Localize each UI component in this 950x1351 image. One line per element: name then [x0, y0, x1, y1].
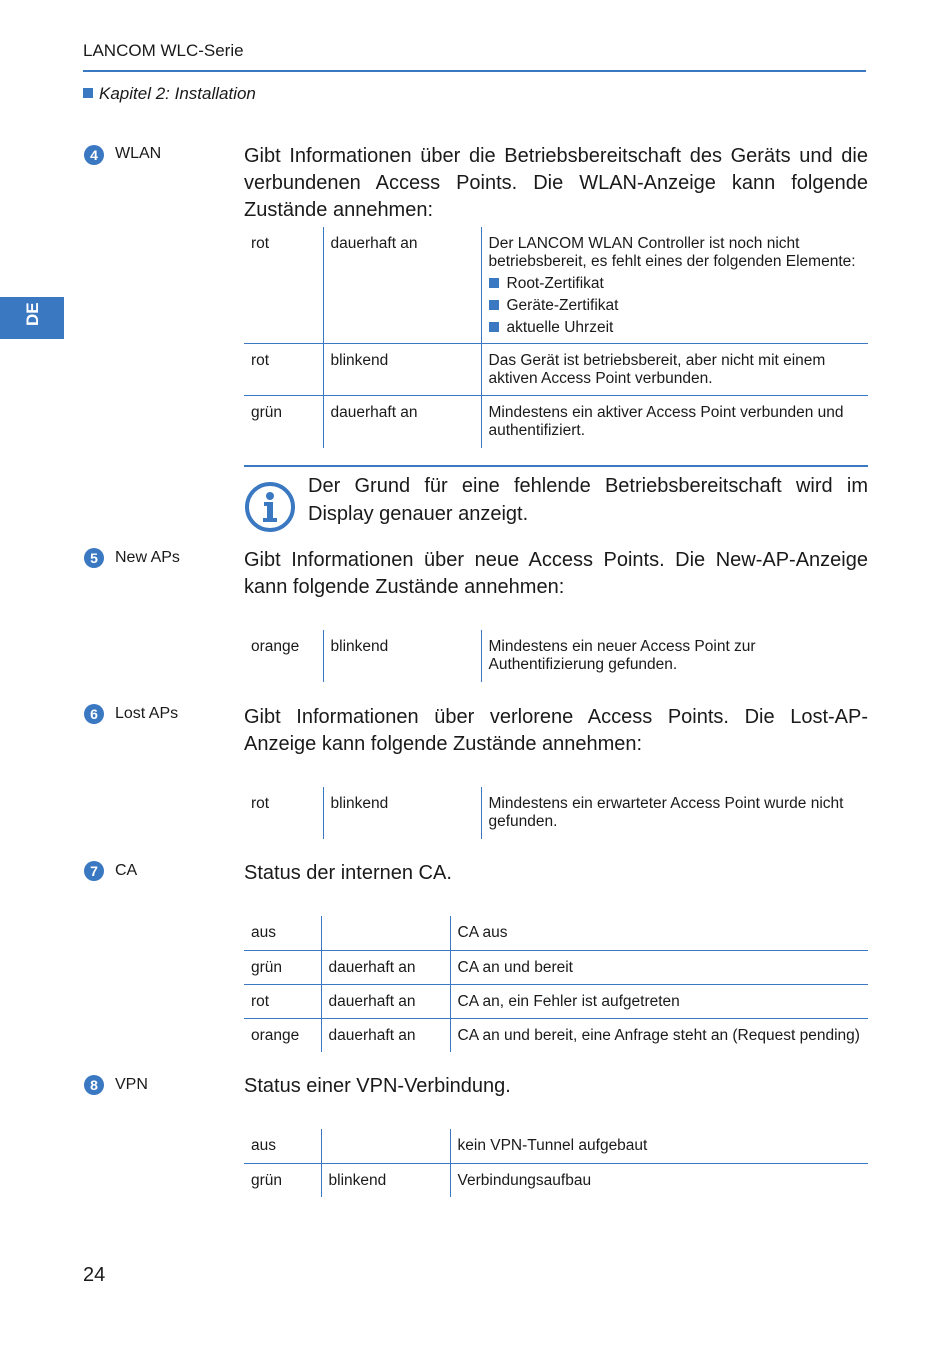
header-divider: [83, 70, 866, 72]
led-state: [321, 916, 450, 950]
table-row: [244, 1163, 868, 1197]
state-description: CA aus: [450, 916, 868, 950]
state-description: kein VPN-Tunnel aufgebaut: [450, 1129, 868, 1163]
square-bullet-icon: [83, 88, 93, 98]
state-description: Mindestens ein erwarteter Access Point wurde nicht gefunden.: [481, 787, 868, 839]
led-color: rot: [251, 795, 270, 812]
table-row: [244, 396, 868, 448]
led-state: dauerhaft an: [321, 984, 450, 1018]
led-color: rot: [251, 235, 270, 252]
led-state: dauerhaft an: [321, 1018, 450, 1052]
section-text-wlan: Gibt Informationen über die Betriebsbereitschaft des Geräts und die verbundenen Access Points. Die WLAN-Anzeige kann folgende Zustände annehmen:: [244, 145, 868, 221]
language-tab: [0, 297, 64, 339]
led-color: grün: [244, 396, 323, 448]
header-title: LANCOM WLC-Serie: [83, 41, 244, 60]
state-description: Das Gerät ist betriebsbereit, aber nicht mit einem aktiven Access Point verbunden.: [481, 344, 868, 396]
section-text-new-aps: Gibt Informationen über neue Access Points. Die New-AP-Anzeige kann folgende Zustände annehmen:: [244, 549, 868, 598]
missing-elements-list: [489, 275, 863, 337]
table-row: [244, 916, 868, 950]
lost-aps-state-table: [244, 787, 868, 839]
led-color: grün: [244, 950, 321, 984]
note-divider: [244, 465, 868, 467]
table-row: [244, 630, 868, 682]
led-color: orange: [244, 1018, 321, 1052]
section-number-lost-aps: 6: [84, 704, 104, 724]
state-description: Verbindungsaufbau: [450, 1163, 868, 1197]
note-text: Der Grund für eine fehlende Betriebsbereitschaft wird im Display genauer anzeigt.: [308, 475, 868, 525]
section-text-lost-aps: Gibt Informationen über verlorene Access Points. Die Lost-AP-Anzeige kann folgende Zustände annehmen:: [244, 706, 868, 755]
list-item: Root-Zertifikat: [489, 275, 863, 293]
led-state: [321, 1129, 450, 1163]
section-number-new-aps: 5: [84, 548, 104, 568]
led-state: blinkend: [321, 1163, 450, 1197]
page-number: 24: [83, 1264, 106, 1286]
led-color: rot: [244, 344, 323, 396]
section-number-ca: 7: [84, 861, 104, 881]
table-row: [244, 984, 868, 1018]
led-color: orange: [251, 638, 300, 655]
state-description: Mindestens ein aktiver Access Point verbunden und authentifiziert.: [481, 396, 868, 448]
section-number-wlan: 4: [84, 145, 104, 165]
section-label-lost-aps: Lost APs: [115, 705, 179, 722]
state-description: [481, 227, 868, 344]
led-state: blinkend: [323, 344, 481, 396]
table-row: [244, 787, 868, 839]
description-text: Der LANCOM WLAN Controller ist noch nicht betriebsbereit, es fehlt eines der folgenden Elemente:: [488, 235, 856, 270]
section-text-ca: Status der internen CA.: [244, 862, 452, 884]
info-icon: [244, 481, 296, 538]
led-state: blinkend: [323, 787, 481, 839]
led-state: dauerhaft an: [323, 396, 481, 448]
table-row: [244, 1018, 868, 1052]
list-item: aktuelle Uhrzeit: [489, 319, 863, 337]
list-item: Geräte-Zertifikat: [489, 297, 863, 315]
section-text-vpn: Status einer VPN-Verbindung.: [244, 1075, 511, 1097]
language-tab-label: DE: [23, 302, 42, 326]
led-color: rot: [244, 984, 321, 1018]
led-state: dauerhaft an: [323, 227, 481, 344]
led-color: aus: [251, 924, 276, 941]
state-description: Mindestens ein neuer Access Point zur Authentifizierung gefunden.: [481, 630, 868, 682]
table-row: [244, 227, 868, 344]
new-aps-state-table: [244, 630, 868, 682]
section-label-ca: CA: [115, 862, 138, 879]
state-description: CA an und bereit: [450, 950, 868, 984]
section-label-new-aps: New APs: [115, 549, 180, 566]
vpn-state-table: [244, 1129, 868, 1197]
wlan-state-table: [244, 227, 868, 448]
led-color: grün: [244, 1163, 321, 1197]
led-state: blinkend: [323, 630, 481, 682]
table-row: [244, 950, 868, 984]
table-row: [244, 1129, 868, 1163]
led-state: dauerhaft an: [321, 950, 450, 984]
ca-state-table: [244, 916, 868, 1052]
led-color: aus: [251, 1137, 276, 1154]
state-description: CA an und bereit, eine Anfrage steht an (Request pending): [450, 1018, 868, 1052]
section-label-vpn: VPN: [115, 1076, 148, 1093]
state-description: CA an, ein Fehler ist aufgetreten: [450, 984, 868, 1018]
chapter-heading: [83, 84, 256, 104]
chapter-title: Kapitel 2: Installation: [99, 84, 256, 103]
section-number-vpn: 8: [84, 1075, 104, 1095]
section-label-wlan: WLAN: [115, 145, 162, 162]
table-row: [244, 344, 868, 396]
